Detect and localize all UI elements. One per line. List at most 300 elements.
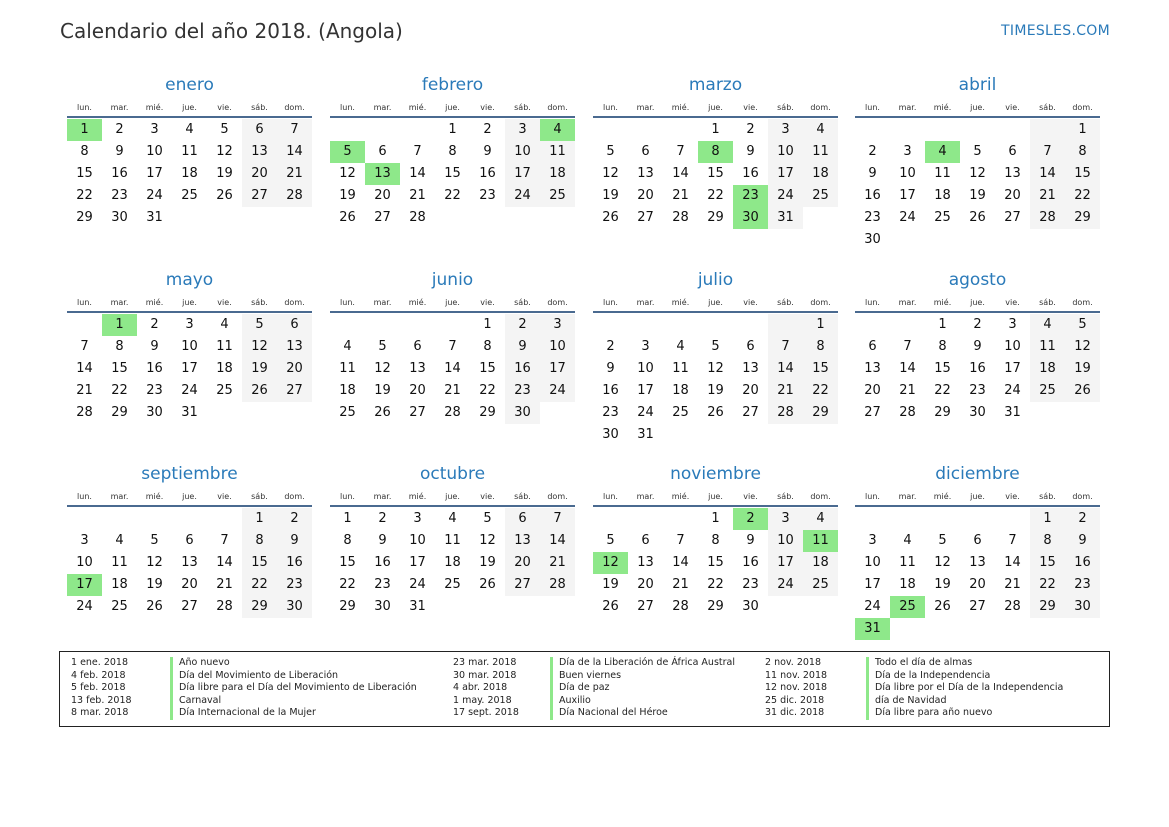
weekday-header — [855, 485, 1100, 507]
empty-cell — [855, 314, 890, 336]
month-name: marzo — [688, 75, 743, 95]
empty-cell — [593, 119, 628, 141]
weekday-header — [593, 485, 838, 507]
day-cell: 12 — [242, 336, 277, 358]
day-cell: 12 — [707, 361, 724, 376]
legend-date: 2 nov. 2018 — [765, 657, 821, 668]
day-cell: 25 — [111, 599, 128, 614]
day-cell: 21 — [672, 188, 689, 203]
weekday-label: mar. — [898, 298, 917, 307]
weekday-label: mar. — [636, 298, 655, 307]
day-cell: 24 — [864, 599, 881, 614]
day-cell: 22 — [707, 577, 724, 592]
day-cell: 2 — [606, 339, 615, 354]
day-cell: 14 — [76, 361, 93, 376]
day-cell: 15 — [339, 555, 356, 570]
month-name: mayo — [165, 270, 214, 290]
day-cell: 4 — [903, 533, 912, 548]
weekday-label: mié. — [671, 298, 690, 307]
day-cell: 3 — [1008, 317, 1017, 332]
weekday-label: mar. — [110, 103, 129, 112]
day-cell: 12 — [216, 144, 233, 159]
day-cell: 13 — [637, 166, 654, 181]
day-cell: 30 — [742, 599, 759, 614]
weekday-label: mié. — [933, 103, 952, 112]
holiday-cell: 23 — [733, 185, 768, 207]
day-cell: 27 — [277, 380, 312, 402]
weekday-label: mar. — [373, 298, 392, 307]
day-cell: 5 — [378, 339, 387, 354]
holiday-cell: 2 — [733, 508, 768, 530]
weekday-label: dom. — [810, 492, 831, 501]
legend-date: 23 mar. 2018 — [453, 657, 517, 668]
day-cell: 18 — [216, 361, 233, 376]
day-cell: 27 — [505, 574, 540, 596]
day-cell: 7 — [80, 339, 89, 354]
day-cell: 18 — [672, 383, 689, 398]
day-cell: 28 — [1030, 207, 1065, 229]
day-cell: 20 — [242, 163, 277, 185]
day-cell: 4 — [185, 122, 194, 137]
day-cell: 4 — [448, 511, 457, 526]
day-cell: 21 — [540, 552, 575, 574]
day-cell: 17 — [1004, 361, 1021, 376]
legend-date: 25 dic. 2018 — [765, 694, 825, 706]
weekday-label: mar. — [373, 492, 392, 501]
month-agosto — [855, 269, 1100, 424]
day-cell: 2 — [868, 144, 877, 159]
day-cell: 25 — [1030, 380, 1065, 402]
day-grid — [330, 314, 575, 424]
weekday-label: dom. — [1072, 103, 1093, 112]
day-cell: 24 — [637, 405, 654, 420]
day-cell: 15 — [76, 166, 93, 181]
legend-holiday-name: Día de paz — [550, 682, 610, 695]
day-cell: 15 — [111, 361, 128, 376]
day-cell: 5 — [973, 144, 982, 159]
day-cell: 5 — [711, 339, 720, 354]
day-cell: 14 — [216, 555, 233, 570]
day-cell: 2 — [150, 317, 159, 332]
weekday-header — [67, 96, 312, 118]
legend-holiday-name: Día libre para el Día del Movimiento de Liberación — [170, 682, 417, 695]
day-cell: 8 — [938, 339, 947, 354]
weekday-label: mar. — [110, 492, 129, 501]
day-cell: 21 — [444, 383, 461, 398]
weekday-label: dom. — [810, 298, 831, 307]
empty-cell — [330, 314, 365, 336]
day-cell: 13 — [864, 361, 881, 376]
day-cell: 16 — [969, 361, 986, 376]
day-cell: 29 — [242, 596, 277, 618]
day-cell: 3 — [768, 119, 803, 141]
day-cell: 24 — [181, 383, 198, 398]
weekday-label: mié. — [671, 103, 690, 112]
month-name: julio — [697, 270, 734, 290]
day-cell: 16 — [146, 361, 163, 376]
empty-cell — [925, 119, 960, 141]
legend-holiday-name: día de Navidad — [866, 695, 946, 708]
day-cell: 28 — [444, 405, 461, 420]
day-cell: 23 — [505, 380, 540, 402]
day-cell: 10 — [864, 555, 881, 570]
day-cell: 29 — [803, 402, 838, 424]
month-diciembre — [855, 463, 1100, 640]
day-cell: 22 — [1065, 185, 1100, 207]
day-cell: 16 — [742, 555, 759, 570]
day-cell: 9 — [606, 361, 615, 376]
empty-cell — [768, 314, 803, 336]
day-cell: 3 — [768, 508, 803, 530]
day-cell: 30 — [864, 232, 881, 247]
day-cell: 21 — [409, 188, 426, 203]
day-cell: 27 — [742, 405, 759, 420]
day-cell: 22 — [76, 188, 93, 203]
weekday-label: mié. — [145, 103, 164, 112]
weekday-label: jue. — [445, 492, 460, 501]
day-cell: 27 — [374, 210, 391, 225]
day-cell: 24 — [505, 185, 540, 207]
day-cell: 4 — [1030, 314, 1065, 336]
day-cell: 20 — [409, 383, 426, 398]
day-cell: 13 — [505, 530, 540, 552]
day-cell: 18 — [111, 577, 128, 592]
weekday-label: lun. — [603, 298, 618, 307]
day-cell: 7 — [277, 119, 312, 141]
day-cell: 12 — [969, 166, 986, 181]
day-cell: 1 — [343, 511, 352, 526]
day-cell: 27 — [242, 185, 277, 207]
empty-cell — [400, 119, 435, 141]
weekday-header — [855, 96, 1100, 118]
weekday-label: vie. — [1005, 103, 1020, 112]
weekday-label: vie. — [480, 492, 495, 501]
empty-cell — [330, 119, 365, 141]
day-cell: 26 — [707, 405, 724, 420]
day-cell: 7 — [1008, 533, 1017, 548]
day-cell: 27 — [1004, 210, 1021, 225]
day-cell: 8 — [448, 144, 457, 159]
weekday-header — [593, 96, 838, 118]
day-cell: 23 — [602, 405, 619, 420]
weekday-label: sáb. — [1039, 298, 1056, 307]
day-cell: 30 — [1065, 596, 1100, 618]
day-cell: 28 — [76, 405, 93, 420]
legend-holiday-name: Todo el día de almas — [866, 657, 972, 670]
empty-cell — [663, 508, 698, 530]
day-cell: 9 — [150, 339, 159, 354]
day-cell: 6 — [1008, 144, 1017, 159]
day-cell: 8 — [242, 530, 277, 552]
legend-date: 8 mar. 2018 — [71, 707, 129, 719]
day-cell: 28 — [899, 405, 916, 420]
day-cell: 29 — [111, 405, 128, 420]
day-cell: 12 — [339, 166, 356, 181]
day-cell: 11 — [934, 166, 951, 181]
legend-holiday-name: Día Internacional de la Mujer — [170, 707, 316, 720]
day-cell: 4 — [803, 119, 838, 141]
day-cell: 29 — [339, 599, 356, 614]
day-cell: 16 — [111, 166, 128, 181]
day-cell: 14 — [899, 361, 916, 376]
day-cell: 11 — [339, 361, 356, 376]
empty-cell — [207, 508, 242, 530]
weekday-label: jue. — [182, 298, 197, 307]
weekday-label: mié. — [408, 103, 427, 112]
day-cell: 14 — [768, 358, 803, 380]
day-cell: 21 — [899, 383, 916, 398]
weekday-header — [67, 485, 312, 507]
day-cell: 10 — [637, 361, 654, 376]
day-cell: 6 — [641, 144, 650, 159]
day-cell: 20 — [637, 188, 654, 203]
weekday-label: mar. — [636, 103, 655, 112]
day-grid — [593, 119, 838, 229]
holiday-cell: 4 — [925, 141, 960, 163]
day-cell: 14 — [1030, 163, 1065, 185]
weekday-label: sáb. — [251, 298, 268, 307]
month-name: diciembre — [935, 464, 1020, 484]
empty-cell — [960, 119, 995, 141]
day-cell: 25 — [339, 405, 356, 420]
day-cell: 20 — [181, 577, 198, 592]
day-cell: 6 — [973, 533, 982, 548]
day-cell: 5 — [606, 533, 615, 548]
holiday-cell: 31 — [855, 618, 890, 640]
weekday-label: lun. — [340, 298, 355, 307]
day-cell: 22 — [803, 380, 838, 402]
day-cell: 31 — [637, 427, 654, 442]
legend-holiday-name: Día Nacional del Héroe — [550, 707, 668, 720]
day-cell: 1 — [448, 122, 457, 137]
day-cell: 11 — [1030, 336, 1065, 358]
day-cell: 29 — [934, 405, 951, 420]
day-cell: 2 — [378, 511, 387, 526]
day-cell: 15 — [803, 358, 838, 380]
day-cell: 24 — [899, 210, 916, 225]
day-cell: 6 — [242, 119, 277, 141]
day-cell: 9 — [505, 336, 540, 358]
day-cell: 19 — [602, 577, 619, 592]
day-cell: 3 — [150, 122, 159, 137]
day-cell: 15 — [479, 361, 496, 376]
day-cell: 26 — [934, 599, 951, 614]
weekday-label: dom. — [547, 298, 568, 307]
empty-cell — [628, 314, 663, 336]
day-cell: 18 — [899, 577, 916, 592]
holiday-cell: 17 — [67, 574, 102, 596]
day-cell: 5 — [1065, 314, 1100, 336]
weekday-label: lun. — [865, 103, 880, 112]
month-name: noviembre — [670, 464, 761, 484]
day-cell: 4 — [115, 533, 124, 548]
day-cell: 30 — [602, 427, 619, 442]
day-cell: 7 — [1030, 141, 1065, 163]
day-cell: 20 — [374, 188, 391, 203]
day-cell: 7 — [676, 144, 685, 159]
month-name: septiembre — [141, 464, 238, 484]
weekday-label: jue. — [708, 492, 723, 501]
day-cell: 29 — [1065, 207, 1100, 229]
weekday-label: vie. — [1005, 492, 1020, 501]
empty-cell — [67, 508, 102, 530]
day-cell: 7 — [903, 339, 912, 354]
day-cell: 30 — [505, 402, 540, 424]
day-cell: 1 — [711, 122, 720, 137]
empty-cell — [593, 314, 628, 336]
day-cell: 27 — [181, 599, 198, 614]
day-cell: 16 — [1065, 552, 1100, 574]
day-cell: 19 — [216, 166, 233, 181]
day-cell: 26 — [339, 210, 356, 225]
day-cell: 30 — [111, 210, 128, 225]
day-cell: 6 — [505, 508, 540, 530]
day-cell: 21 — [277, 163, 312, 185]
day-cell: 15 — [707, 555, 724, 570]
day-cell: 23 — [969, 383, 986, 398]
day-cell: 17 — [899, 188, 916, 203]
legend-holiday-name: Día libre por el Día de la Independencia — [866, 682, 1063, 695]
legend-holiday-name: Día libre para año nuevo — [866, 707, 992, 720]
day-cell: 5 — [606, 144, 615, 159]
day-cell: 20 — [864, 383, 881, 398]
weekday-label: mar. — [898, 492, 917, 501]
month-junio — [330, 269, 575, 424]
day-cell: 1 — [711, 511, 720, 526]
day-cell: 15 — [934, 361, 951, 376]
day-cell: 2 — [1065, 508, 1100, 530]
day-cell: 3 — [505, 119, 540, 141]
day-cell: 25 — [934, 210, 951, 225]
day-cell: 6 — [746, 339, 755, 354]
day-cell: 7 — [768, 336, 803, 358]
weekday-label: vie. — [480, 103, 495, 112]
weekday-label: vie. — [217, 492, 232, 501]
day-cell: 11 — [803, 141, 838, 163]
day-cell: 5 — [220, 122, 229, 137]
holiday-cell: 1 — [67, 119, 102, 141]
day-cell: 1 — [242, 508, 277, 530]
day-cell: 29 — [1030, 596, 1065, 618]
legend-date: 4 abr. 2018 — [453, 682, 508, 694]
day-cell: 10 — [409, 533, 426, 548]
legend-date: 31 dic. 2018 — [765, 707, 825, 719]
day-cell: 9 — [746, 144, 755, 159]
day-cell: 2 — [115, 122, 124, 137]
day-cell: 14 — [409, 166, 426, 181]
weekday-label: dom. — [547, 492, 568, 501]
day-cell: 30 — [146, 405, 163, 420]
day-cell: 16 — [602, 383, 619, 398]
day-cell: 22 — [444, 188, 461, 203]
day-cell: 18 — [339, 383, 356, 398]
day-cell: 8 — [1030, 530, 1065, 552]
day-cell: 10 — [540, 336, 575, 358]
day-cell: 29 — [479, 405, 496, 420]
month-name: octubre — [419, 464, 486, 484]
day-cell: 22 — [339, 577, 356, 592]
weekday-label: mié. — [145, 298, 164, 307]
empty-cell — [628, 508, 663, 530]
weekday-label: sáb. — [251, 492, 268, 501]
holiday-cell: 25 — [890, 596, 925, 618]
day-cell: 16 — [277, 552, 312, 574]
day-cell: 8 — [80, 144, 89, 159]
weekday-label: jue. — [708, 298, 723, 307]
day-cell: 28 — [672, 210, 689, 225]
day-cell: 12 — [374, 361, 391, 376]
weekday-label: lun. — [340, 492, 355, 501]
weekday-label: lun. — [865, 298, 880, 307]
legend-date: 11 nov. 2018 — [765, 669, 828, 681]
weekday-label: lun. — [77, 298, 92, 307]
day-cell: 24 — [768, 574, 803, 596]
weekday-label: mar. — [373, 103, 392, 112]
empty-cell — [1030, 119, 1065, 141]
weekday-label: dom. — [284, 492, 305, 501]
legend-holiday-name: Día del Movimiento de Liberación — [170, 670, 338, 683]
day-cell: 18 — [803, 552, 838, 574]
weekday-label: jue. — [708, 103, 723, 112]
month-enero — [67, 74, 312, 229]
day-cell: 11 — [111, 555, 128, 570]
day-cell: 18 — [1030, 358, 1065, 380]
day-cell: 16 — [505, 358, 540, 380]
day-cell: 11 — [444, 533, 461, 548]
day-cell: 26 — [602, 210, 619, 225]
day-cell: 17 — [181, 361, 198, 376]
day-cell: 19 — [969, 188, 986, 203]
day-cell: 19 — [242, 358, 277, 380]
day-cell: 13 — [1004, 166, 1021, 181]
day-cell: 10 — [1004, 339, 1021, 354]
day-cell: 18 — [540, 163, 575, 185]
day-grid — [67, 314, 312, 424]
day-cell: 29 — [707, 210, 724, 225]
day-cell: 23 — [479, 188, 496, 203]
day-cell: 6 — [868, 339, 877, 354]
weekday-label: vie. — [480, 298, 495, 307]
day-cell: 29 — [707, 599, 724, 614]
month-febrero — [330, 74, 575, 229]
day-cell: 26 — [216, 188, 233, 203]
day-cell: 24 — [76, 599, 93, 614]
weekday-label: dom. — [1072, 492, 1093, 501]
day-cell: 24 — [409, 577, 426, 592]
day-cell: 27 — [637, 599, 654, 614]
weekday-label: mar. — [636, 492, 655, 501]
day-cell: 8 — [343, 533, 352, 548]
empty-cell — [995, 119, 1030, 141]
day-cell: 1 — [1065, 119, 1100, 141]
day-cell: 2 — [746, 122, 755, 137]
weekday-label: dom. — [284, 298, 305, 307]
holiday-cell: 8 — [698, 141, 733, 163]
day-cell: 23 — [146, 383, 163, 398]
weekday-label: vie. — [217, 103, 232, 112]
brand-link[interactable]: TIMESLES.COM — [1001, 23, 1110, 39]
day-cell: 28 — [216, 599, 233, 614]
day-cell: 13 — [742, 361, 759, 376]
day-cell: 3 — [540, 314, 575, 336]
day-cell: 6 — [641, 533, 650, 548]
day-cell: 3 — [185, 317, 194, 332]
legend-holiday-name: Buen viernes — [550, 670, 621, 683]
weekday-header — [67, 291, 312, 313]
day-cell: 10 — [76, 555, 93, 570]
day-cell: 31 — [1004, 405, 1021, 420]
day-cell: 5 — [242, 314, 277, 336]
